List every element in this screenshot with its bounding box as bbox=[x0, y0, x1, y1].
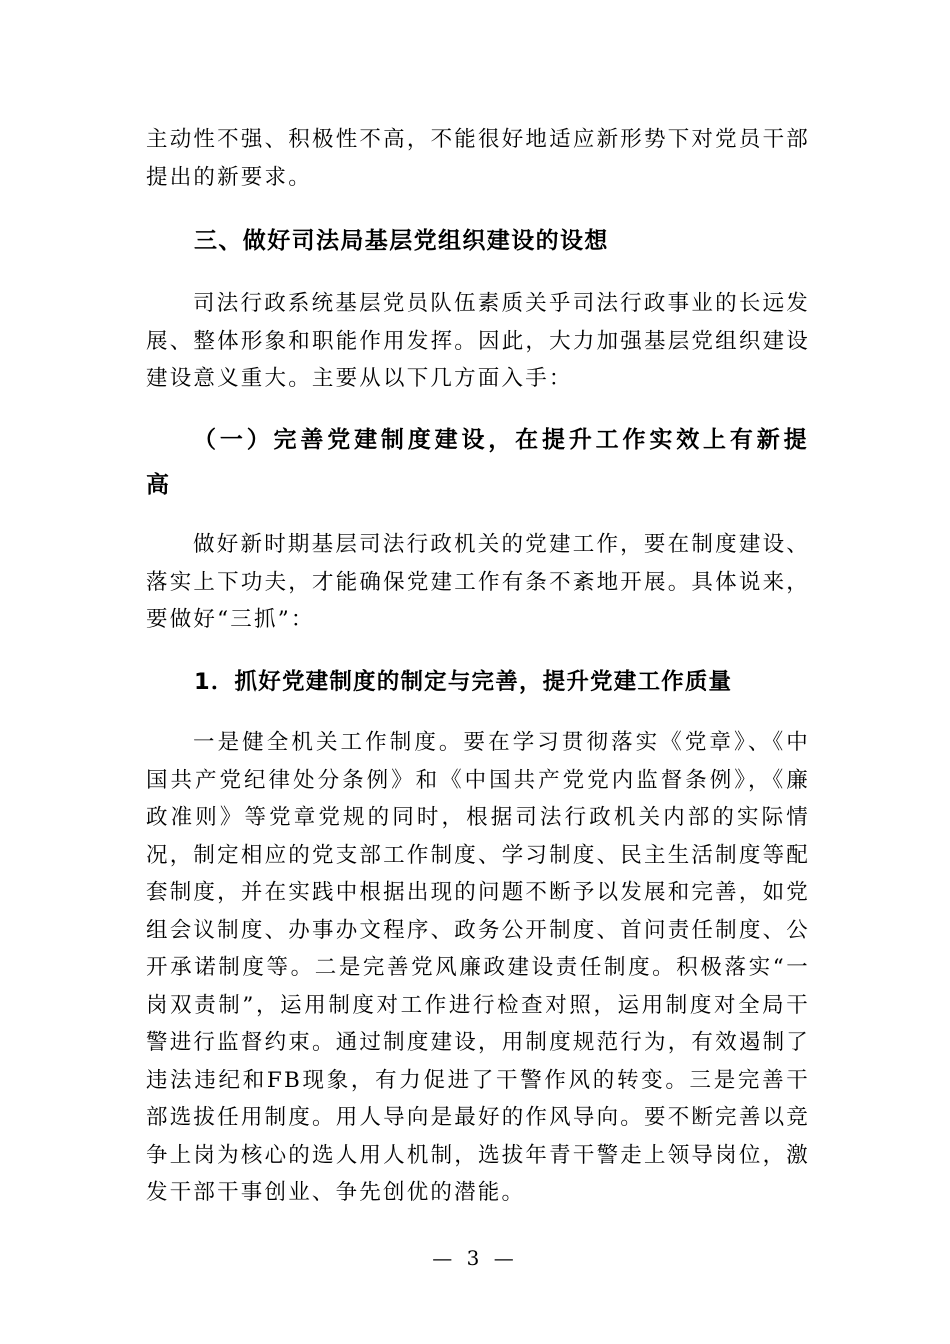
continued-paragraph: 主动性不强、积极性不高，不能很好地适应新形势下对党员干部提出的新要求。 bbox=[146, 127, 810, 190]
subsection-paragraph: 做好新时期基层司法行政机关的党建工作，要在制度建设、落实上下功夫，才能确保党建工作有条不紊地开展。具体说来，要做好“三抓”： bbox=[146, 532, 810, 632]
subsection-heading: （一）完善党建制度建设，在提升工作实效上有新提高 bbox=[146, 426, 810, 498]
item-paragraph: 一是健全机关工作制度。要在学习贯彻落实《党章》、《中国共产党纪律处分条例》和《中国共产党党内监督条例》，《廉政准则》等党章党规的同时，根据司法行政机关内部的实际情况，制定相应的党支部工作制度、学习制度、民主生活制度等配套制度，并在实践中根据出现的问题不断予以发展和完善，如党组会议制度、办事办文程序、政务公开制度、首问责任制度、公开承诺制度等。二是完善党风廉政建设责任制度。积极落实“一岗双责制”，运用制度对工作进行检查对照，运用制度对全局干警进行监督约束。通过制度建设，用制度规范行为，有效遏制了违法违纪和FB现象，有力促进了干警作风的转变。三是完善干部选拔任用制度。用人导向是最好的作风导向。要不断完善以竞争上岗为核心的选人用人机制，选拔年青干警走上领导岗位，激发干部干事创业、争先创优的潜能。 bbox=[146, 730, 810, 1205]
page-number: — 3 — bbox=[432, 1246, 518, 1270]
item-heading: 1．抓好党建制度的制定与完善，提升党建工作质量 bbox=[194, 669, 733, 695]
section-heading: 三、做好司法局基层党组织建设的设想 bbox=[194, 228, 609, 254]
intro-paragraph: 司法行政系统基层党员队伍素质关乎司法行政事业的长远发展、整体形象和职能作用发挥。因此，大力加强基层党组织建设建设意义重大。主要从以下几方面入手： bbox=[146, 291, 810, 391]
